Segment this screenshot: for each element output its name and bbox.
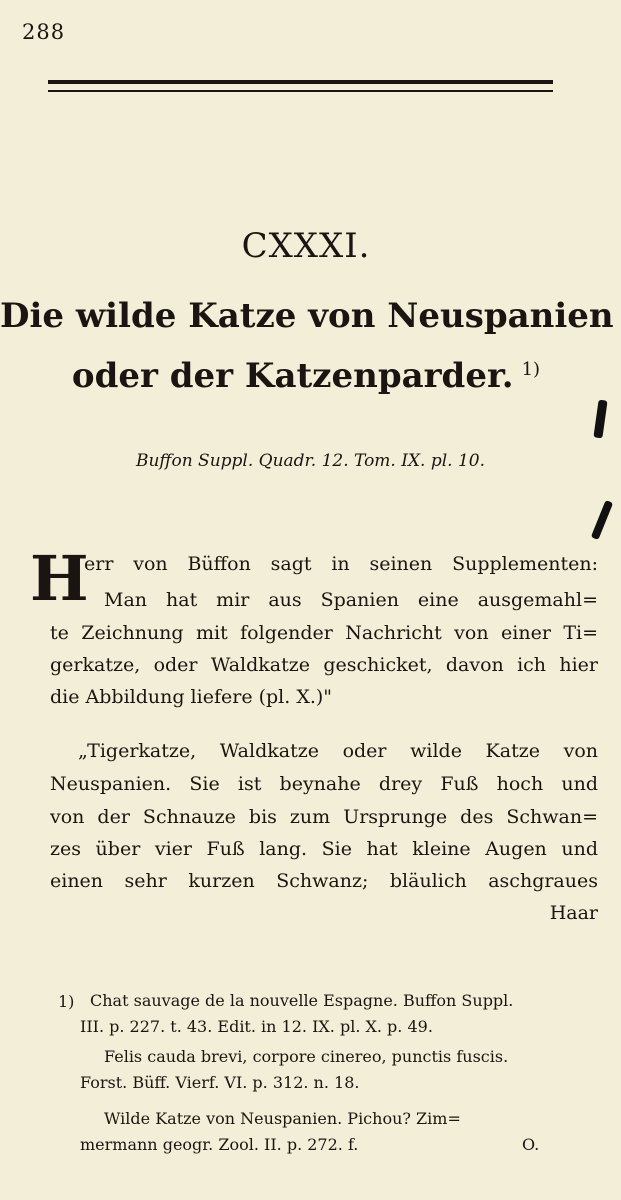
body-line: die Abbildung liefere (pl. X.)": [50, 686, 333, 708]
body-line: te Zeichnung mit folgender Nachricht von einer Ti=: [50, 622, 598, 644]
body-line: „Tigerkatze, Waldkatze oder wilde Katze von: [78, 740, 598, 762]
margin-pen-mark: [593, 400, 607, 439]
footnote-signature: O.: [522, 1135, 540, 1154]
header-rule-thin: [48, 90, 553, 92]
body-line: einen sehr kurzen Schwanz; bläulich aschgraues: [50, 870, 598, 892]
title-text-1: Die wilde Katze von Neuspanien: [0, 296, 614, 336]
footnote-line: Wilde Katze von Neuspanien. Pichou? Zim=: [104, 1109, 461, 1128]
header-rule-thick: [48, 80, 553, 84]
title-line-2: [0, 356, 612, 396]
footnote-line: Felis cauda brevi, corpore cinereo, punctis fuscis.: [104, 1047, 509, 1066]
reference-line: Buffon Suppl. Quadr. 12. Tom. IX. pl. 10.: [135, 451, 486, 471]
footnote-line: Forst. Büff. Vierf. VI. p. 312. n. 18.: [80, 1073, 360, 1092]
page-number: 288: [22, 20, 66, 44]
body-line: von der Schnauze bis zum Ursprunge des Schwan=: [50, 806, 598, 828]
title-footnote-mark: 1): [521, 359, 541, 380]
footnote-number: 1): [58, 992, 75, 1011]
footnote-line: III. p. 227. t. 43. Edit. in 12. IX. pl. X. p. 49.: [80, 1017, 433, 1036]
chapter-number: CXXXI.: [241, 226, 371, 266]
title-line-1: [0, 296, 612, 336]
footnote-line: mermann geogr. Zool. II. p. 272. f.: [80, 1135, 359, 1154]
body-line: gerkatze, oder Waldkatze geschicket, davon ich hier: [50, 654, 598, 676]
catchword: Haar: [549, 902, 598, 924]
body-line: Neuspanien. Sie ist beynahe drey Fuß hoch und: [50, 773, 598, 795]
body-line: Man hat mir aus Spanien eine ausgemahl=: [104, 589, 598, 611]
body-line: err von Büffon sagt in seinen Supplementen:: [84, 553, 598, 575]
footnote-line: Chat sauvage de la nouvelle Espagne. Buffon Suppl.: [90, 991, 514, 1010]
body-line: zes über vier Fuß lang. Sie hat kleine Augen und: [50, 838, 598, 860]
margin-pen-mark: [591, 500, 613, 540]
title-text-2: oder der Katzenparder.: [71, 356, 514, 396]
drop-cap: H: [30, 542, 89, 615]
